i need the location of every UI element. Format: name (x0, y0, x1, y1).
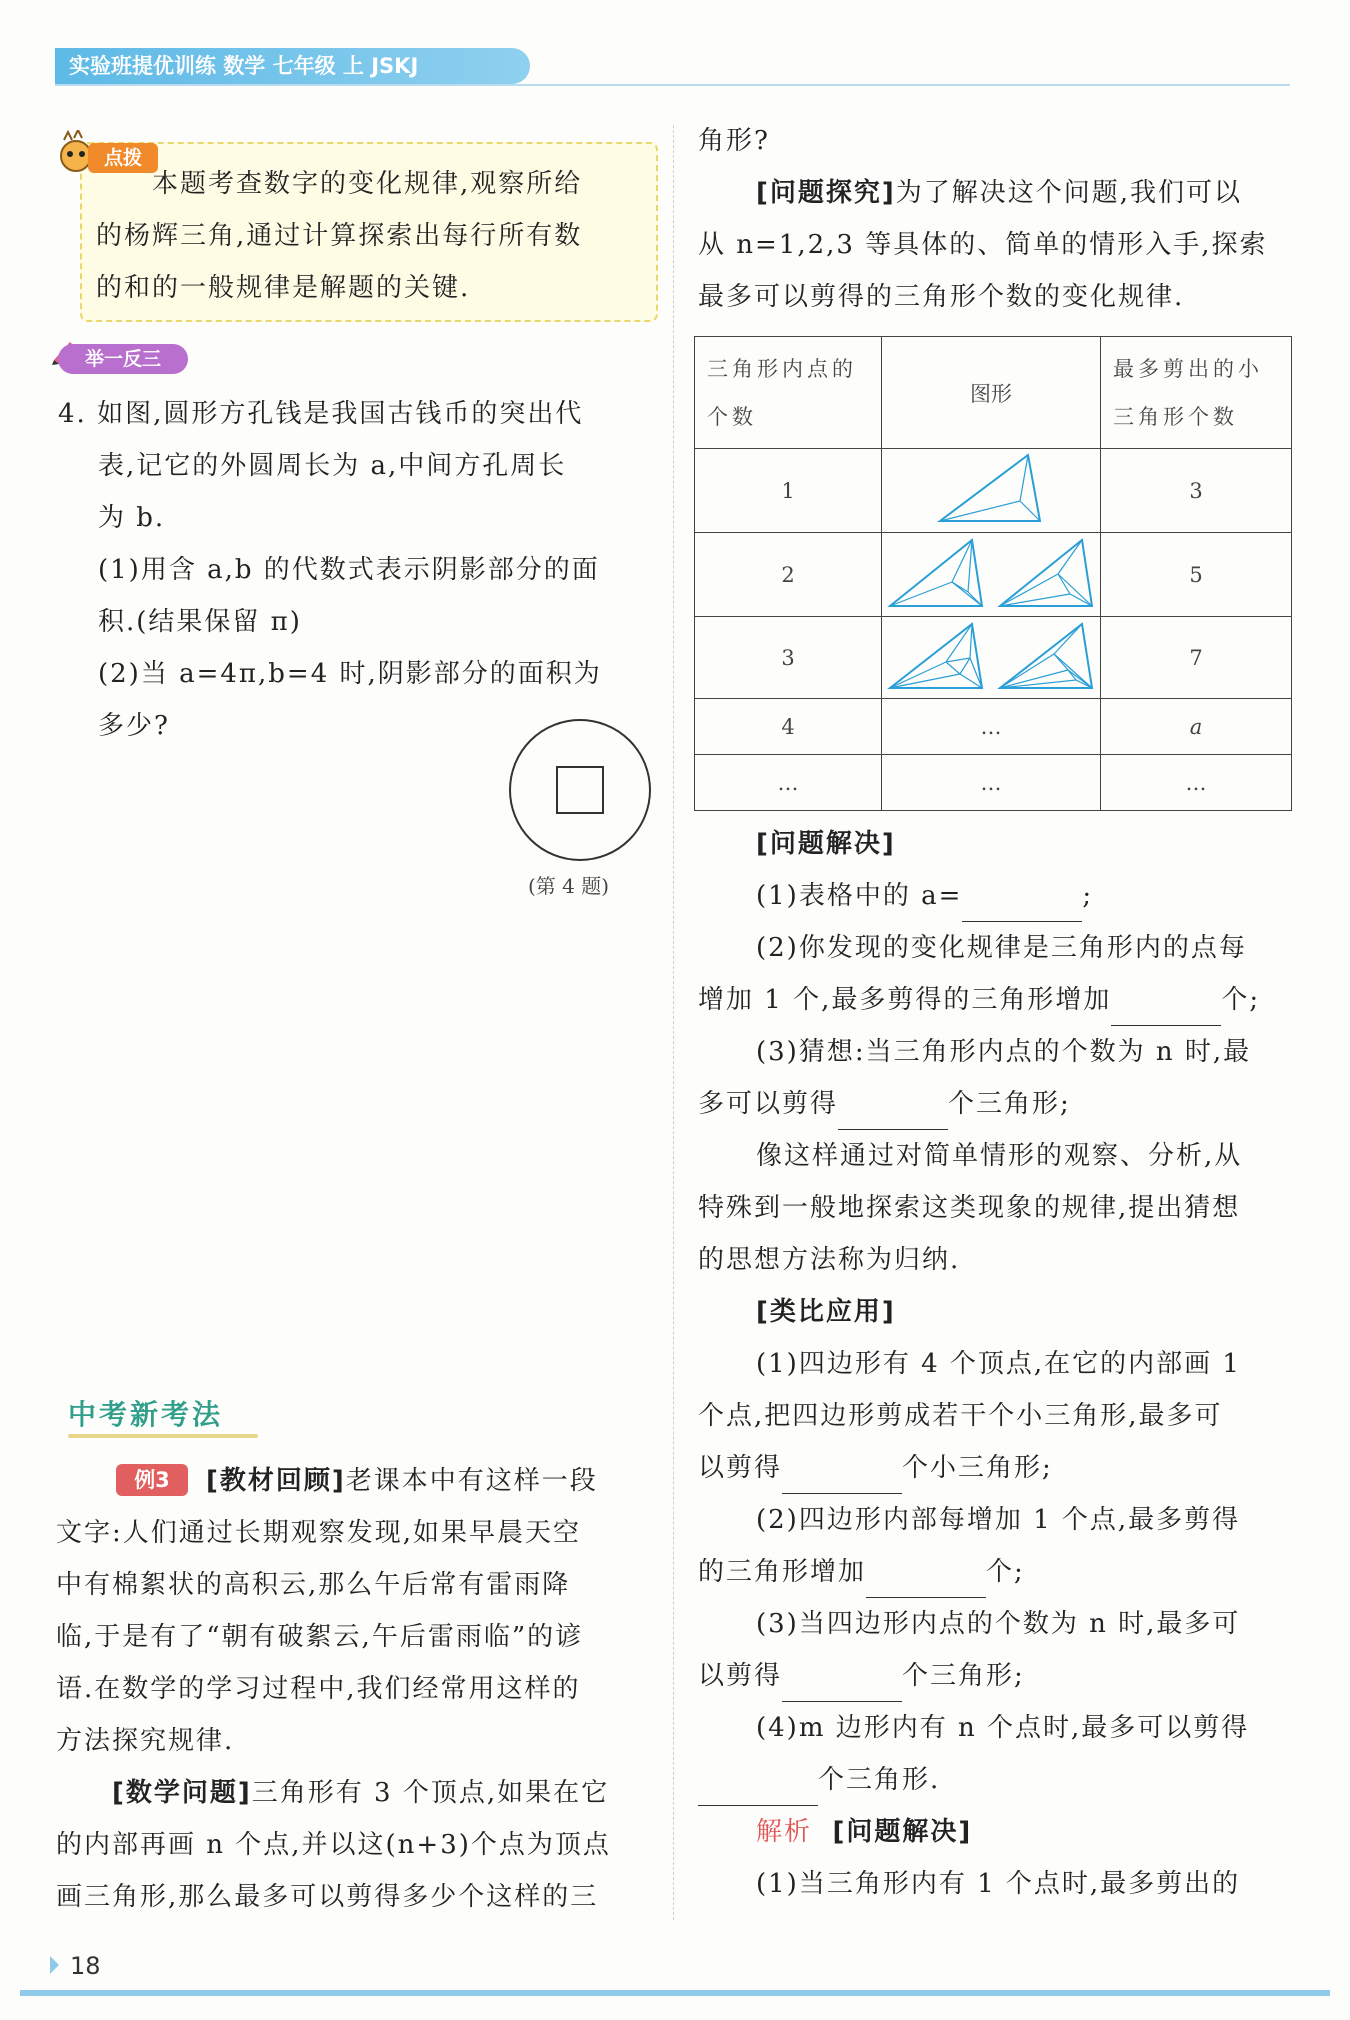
table-figure-cell (882, 617, 1101, 699)
continued-line: 角形? (698, 126, 770, 156)
coin-figure (505, 715, 655, 865)
q2-line: (2)你发现的变化规律是三角形内的点每 (756, 933, 1247, 963)
example-first-line (206, 1455, 666, 1507)
table-header: 图形 (882, 337, 1101, 449)
a2-tail: 个; (986, 1557, 1025, 1587)
a4-tail: 个三角形. (818, 1765, 941, 1795)
q4-line: 积.(结果保留 π) (98, 607, 302, 637)
table-cell: 1 (695, 449, 882, 533)
section-title: 中考新考法 (68, 1398, 224, 1431)
explore-line: 从 n=1,2,3 等具体的、简单的情形入手,探索 (698, 230, 1268, 260)
answer-blank[interactable] (838, 1102, 948, 1130)
table-header: 三角形内点的个数 (695, 337, 882, 449)
header-rule (55, 84, 1290, 86)
answer-blank[interactable] (698, 1778, 818, 1806)
math-text: 三角形有 3 个顶点,如果在它 (251, 1778, 610, 1808)
figure-caption: (第 4 题) (528, 874, 610, 898)
a1-line: 个点,把四边形剪成若干个小三角形,最多可 (698, 1401, 1223, 1431)
q4-line: (2)当 a=4π,b=4 时,阴影部分的面积为 (98, 659, 602, 689)
q1-text: (1)表格中的 a= (756, 881, 963, 911)
a1-line: (1)四边形有 4 个顶点,在它的内部画 1 (756, 1349, 1241, 1379)
example-label: 例3 (116, 1464, 188, 1496)
answer-blank[interactable] (1111, 998, 1221, 1026)
page-number: 18 (70, 1952, 101, 1980)
q2-text: 增加 1 个,最多剪得的三角形增加 (698, 985, 1112, 1015)
table-cell: 3 (695, 617, 882, 699)
bracket-explore: [问题探究] (756, 178, 896, 208)
bracket-math: [数学问题] (112, 1778, 252, 1808)
bracket-textbook: [教材回顾] (206, 1466, 346, 1496)
induction-line: 特殊到一般地探索这类现象的规律,提出猜想 (698, 1193, 1241, 1223)
footer-bar (20, 1990, 1330, 1996)
table-cell: … (695, 755, 882, 811)
example-line: 语.在数学的学习过程中,我们经常用这样的 (56, 1674, 581, 1704)
q4-line: 多少? (98, 711, 170, 741)
triangle-table (694, 336, 1292, 811)
table-figure-cell (882, 449, 1101, 533)
answer-blank[interactable] (782, 1674, 902, 1702)
hint-label: 点拨 (88, 143, 158, 173)
hint-text (96, 158, 656, 210)
explore-line: 最多可以剪得的三角形个数的变化规律. (698, 282, 1185, 312)
last-line: (1)当三角形内有 1 个点时,最多剪出的 (756, 1869, 1241, 1899)
hint-line: 的和的一般规律是解题的关键. (96, 273, 471, 303)
juyi-label: 举一反三 (58, 344, 188, 374)
right-solution-text: [问题解决] (1)表格中的 a= ; (2)你发现的变化规律是三角形内的点每 增加 1 个,最多剪得的三角形增加 个; (3)猜想:当三角形内点的个数为 n 时,最 多可以剪得 个三角形; 像这样通过对简单情形的观察、分析,从 特殊到一般地探索这类现象的规律,提出猜想 的思想方法称为归纳. [类比应用] (1)四边形有 4 个顶点,在它的内部画 1 个点,把四边形剪成若干个小三角形,最多可 以剪得 个小三角形; (2)四边形内部每增加 1 个点,最多剪得 的三角形增加 个; (3)当四边形内点的个数为 n 时,最多可 以剪得 个三角形; (4)m 边形内有 n 个点时,最多可以剪得 个三角形. 解析 [问题解决] (1)当三角形内有 1 个点时,最多剪出的 (698, 818, 1298, 1910)
q4-line: 4. 如图,圆形方孔钱是我国古钱币的突出代 (58, 399, 584, 429)
induction-line: 的思想方法称为归纳. (698, 1245, 961, 1275)
a3-line: (3)当四边形内点的个数为 n 时,最多可 (756, 1609, 1241, 1639)
bracket-analogy: [类比应用] (756, 1297, 896, 1327)
q4-line: 为 b. (98, 503, 166, 533)
column-divider (673, 125, 674, 1920)
answer-blank[interactable] (866, 1570, 986, 1598)
page-arrow-icon (50, 1956, 59, 1974)
q3-text: 多可以剪得 (698, 1089, 839, 1119)
bracket-solve: [问题解决] (756, 829, 896, 859)
example-text: 老课本中有这样一段 (345, 1466, 598, 1496)
table-cell: 2 (695, 533, 882, 617)
example-body (56, 1507, 668, 1923)
example-line: 文字:人们通过长期观察发现,如果早晨天空 (56, 1518, 582, 1548)
hint-line: 的杨辉三角,通过计算探索出每行所有数 (96, 221, 583, 251)
analysis-bracket: [问题解决] (832, 1817, 973, 1847)
q2-tail: 个; (1221, 985, 1261, 1015)
triangle-figure-2 (886, 534, 1096, 610)
table-cell: 3 (1101, 449, 1292, 533)
answer-blank[interactable] (962, 894, 1082, 922)
triangle-figure-1 (936, 451, 1046, 525)
question-4 (58, 388, 668, 752)
header-banner (55, 48, 530, 84)
a1-tail: 个小三角形; (902, 1453, 1053, 1483)
math-line: 画三角形,那么最多可以剪得多少个这样的三 (56, 1882, 599, 1912)
a3-tail: 个三角形; (902, 1661, 1025, 1691)
q4-line: 表,记它的外圆周长为 a,中间方孔周长 (98, 451, 567, 481)
table-cell: … (1101, 755, 1292, 811)
a3-text: 以剪得 (698, 1661, 783, 1691)
header-title: 实验班提优训练 数学 七年级 上 JSKJ (69, 54, 419, 78)
table-cell: … (882, 755, 1101, 811)
explore-text: 为了解决这个问题,我们可以 (895, 178, 1243, 208)
table-cell: … (882, 699, 1101, 755)
analysis-label: 解析 (756, 1817, 813, 1847)
a1-text: 以剪得 (698, 1453, 783, 1483)
a2-text: 的三角形增加 (698, 1557, 867, 1587)
table-cell: 4 (695, 699, 882, 755)
a2-line: (2)四边形内部每增加 1 个点,最多剪得 (756, 1505, 1241, 1535)
math-problem-line (56, 1767, 668, 1819)
table-header: 最多剪出的小三角形个数 (1101, 337, 1292, 449)
induction-line: 像这样通过对简单情形的观察、分析,从 (756, 1141, 1243, 1171)
table-cell: 5 (1101, 533, 1292, 617)
table-figure-cell (882, 533, 1101, 617)
table-cell: a (1101, 699, 1292, 755)
example-line: 临,于是有了“朝有破絮云,午后雷雨临”的谚 (56, 1622, 584, 1652)
answer-blank[interactable] (782, 1466, 902, 1494)
example-line: 方法探究规律. (56, 1726, 235, 1756)
right-top-text (698, 115, 1298, 323)
q3-line: (3)猜想:当三角形内点的个数为 n 时,最 (756, 1037, 1252, 1067)
example-line: 中有棉絮状的高积云,那么午后常有雷雨降 (56, 1570, 571, 1600)
math-line: 的内部再画 n 个点,并以这(n+3)个点为顶点 (56, 1830, 611, 1860)
table-cell: 7 (1101, 617, 1292, 699)
triangle-figure-3 (886, 618, 1096, 692)
a4-line: (4)m 边形内有 n 个点时,最多可以剪得 (756, 1713, 1250, 1743)
section-underline (68, 1434, 258, 1438)
hint-line: 本题考查数字的变化规律,观察所给 (152, 169, 583, 199)
q3-tail: 个三角形; (948, 1089, 1071, 1119)
q4-line: (1)用含 a,b 的代数式表示阴影部分的面 (98, 555, 600, 585)
